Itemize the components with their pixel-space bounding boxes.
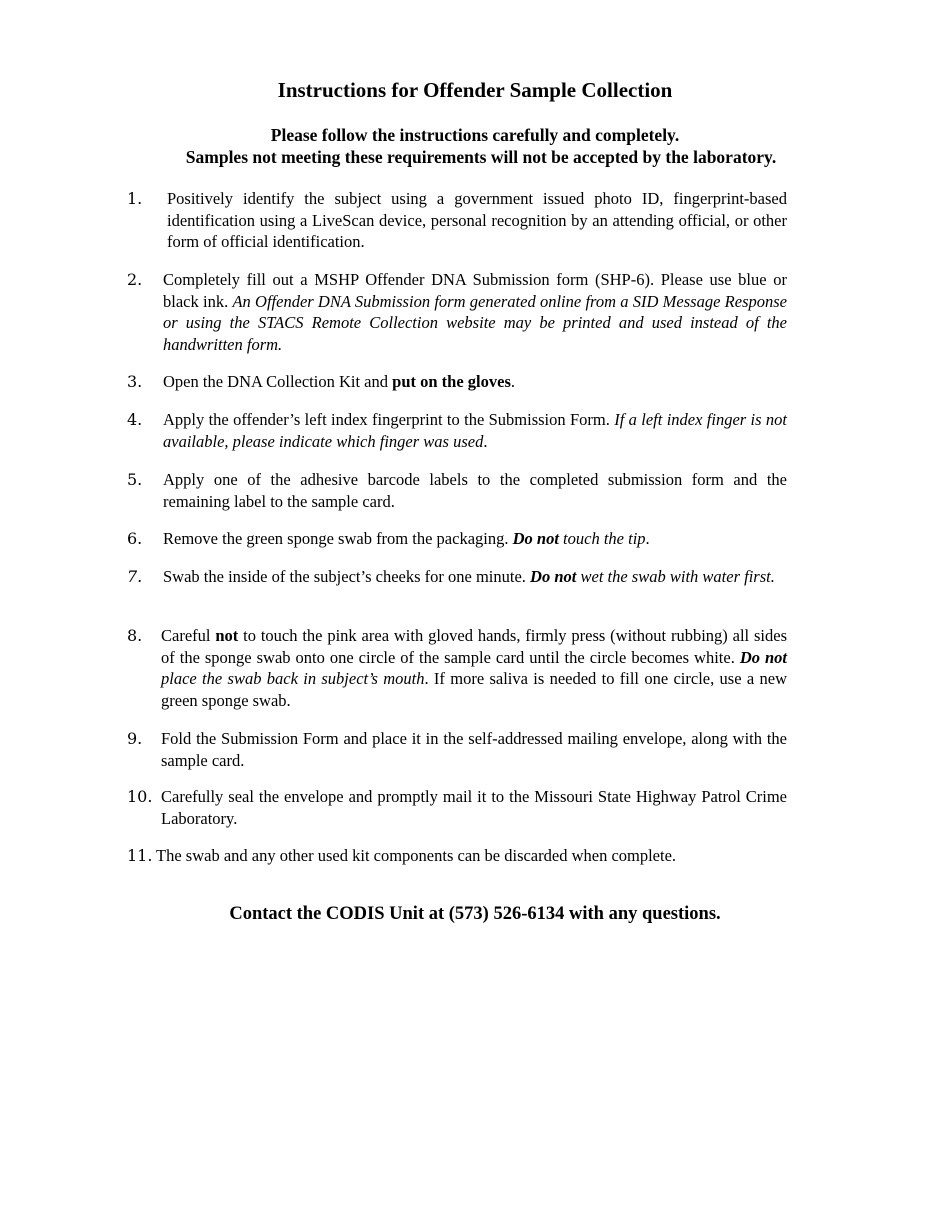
item-number: 9. (127, 729, 143, 748)
page-title: Instructions for Offender Sample Collection (277, 78, 673, 102)
item-text (163, 409, 787, 452)
item-text-bold-italic: Do not (512, 529, 559, 548)
item-number: 3. (127, 372, 143, 391)
item-number: 8. (127, 626, 143, 645)
item-text-bold: put on the gloves (392, 372, 511, 391)
item-text-bold: not (215, 626, 239, 645)
list-item (127, 625, 787, 711)
item-text: Positively identify the subject using a government issued photo ID, fingerprint-based identification using a LiveScan device, personal recognition by an attending official, or other form of official identification. (167, 189, 787, 251)
item-text-italic: place the swab back in subject’s mouth (161, 669, 425, 688)
item-text: Apply one of the adhesive barcode labels to the completed submission form and the remaining label to the sample card. (163, 470, 787, 511)
item-text-normal: to touch the pink area with gloved hands, firmly press (without rubbing) all sides of the sponge swab onto one circle of the sample card until the circle becomes white. (161, 626, 787, 667)
list-item (127, 269, 787, 355)
item-text (163, 269, 787, 355)
item-number: 1. (127, 189, 143, 208)
item-text-normal: . (645, 529, 650, 548)
item-text-normal: Remove the green sponge swab from the packaging. (163, 529, 513, 548)
item-text-italic: An Offender DNA Submission form generated online from a SID Message Response or using the STACS Remote Collection website may be printed and used instead of the handwritten form. (163, 291, 787, 354)
item-number: 5. (127, 470, 143, 489)
list-item (127, 786, 787, 829)
item-text-normal: . (510, 372, 515, 391)
contact-line: Contact the CODIS Unit at (573) 526-6134 with any questions. (229, 904, 721, 924)
item-text-bold-italic: Do not (530, 567, 577, 586)
list-item (127, 371, 787, 393)
item-text-normal: Completely fill out a MSHP Offender DNA Submission form (SHP-6). Please use blue or black ink. (163, 270, 787, 311)
item-text-normal: Apply the offender’s left index fingerprint to the Submission Form. (163, 410, 615, 429)
item-text-italic: If a left index finger is not available, please indicate which finger was used (163, 410, 787, 451)
item-text-normal: Swab the inside of the subject’s cheeks for one minute. (163, 567, 531, 586)
list-item (127, 566, 787, 588)
subtitle-line-1: Please follow the instructions carefully and completely. (270, 125, 680, 145)
item-number: 2. (127, 270, 143, 289)
item-number: 10. (127, 787, 153, 806)
item-number: 11. (127, 846, 153, 865)
item-text-bold-italic: Do not (739, 647, 787, 667)
item-text-normal: Careful (161, 626, 216, 645)
item-text: Carefully seal the envelope and promptly mail it to the Missouri State Highway Patrol Crime Laboratory. (161, 787, 787, 828)
item-text-normal: Open the DNA Collection Kit and (163, 372, 393, 391)
list-item (127, 469, 787, 512)
list-item (127, 528, 787, 550)
item-text (163, 528, 787, 550)
item-text-normal: . (483, 431, 488, 451)
list-item (127, 188, 787, 253)
item-text-italic: touch the tip (558, 529, 646, 548)
item-text (161, 625, 787, 711)
item-number: 7. (127, 567, 143, 586)
item-number: 4. (127, 410, 143, 429)
item-text: Fold the Submission Form and place it in the self-addressed mailing envelope, along with the sample card. (161, 729, 787, 770)
subtitle-line-2: Samples not meeting these requirements will not be accepted by the laboratory. (185, 147, 777, 167)
item-text (163, 371, 787, 393)
item-text-italic: wet the swab with water first. (576, 567, 775, 586)
item-text-normal: . If more saliva is needed to fill one circle, use a new green sponge swab. (161, 669, 787, 710)
item-text (163, 566, 787, 588)
list-item (127, 728, 787, 771)
list-item (127, 409, 787, 452)
list-item (127, 845, 787, 867)
item-text: The swab and any other used kit components can be discarded when complete. (156, 846, 677, 865)
item-number: 6. (127, 529, 143, 548)
